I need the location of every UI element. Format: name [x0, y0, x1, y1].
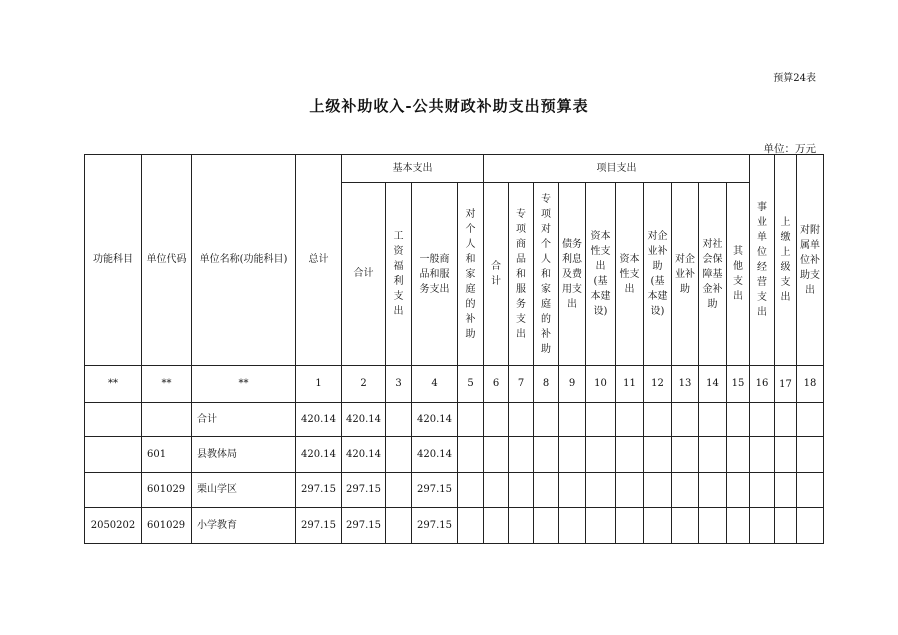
basic-goods-cell: 297.15	[412, 473, 458, 508]
total-cell: 420.14	[296, 403, 342, 437]
func-cell	[85, 473, 142, 508]
index-cell: 7	[509, 366, 534, 403]
index-cell: 15	[727, 366, 750, 403]
index-cell: 13	[672, 366, 699, 403]
header-name: 单位名称(功能科目)	[192, 155, 296, 366]
header-basic-goods: 一般商品和服务支出	[412, 183, 458, 366]
total-cell: 297.15	[296, 473, 342, 508]
index-cell: 11	[616, 366, 644, 403]
header-project-group: 项目支出	[484, 155, 750, 183]
table-row	[85, 508, 824, 544]
basic-sum-cell: 420.14	[342, 437, 386, 473]
name-cell: 合计	[192, 403, 296, 437]
index-cell: 5	[458, 366, 484, 403]
index-cell: **	[192, 366, 296, 403]
func-cell: 2050202	[85, 508, 142, 544]
basic-sum-cell: 420.14	[342, 403, 386, 437]
index-cell: 12	[644, 366, 672, 403]
header-basic-personal: 对个人和家庭的补助	[458, 183, 484, 366]
index-cell: 17	[775, 366, 797, 403]
index-cell: 16	[750, 366, 775, 403]
index-row	[85, 366, 824, 403]
header-proj-social: 对社会保障基金补助	[699, 183, 727, 366]
header-proj-personal: 专项对个人和家庭的补助	[534, 183, 559, 366]
header-proj-sum: 合计	[484, 183, 509, 366]
header-upper: 上缴上级支出	[775, 155, 797, 366]
header-proj-enterprise: 对企业补助	[672, 183, 699, 366]
page-title: 上级补助收入-公共财政补助支出预算表	[309, 97, 589, 115]
code-cell: 601029	[142, 508, 192, 544]
func-cell	[85, 403, 142, 437]
index-cell: 4	[412, 366, 458, 403]
index-cell: 2	[342, 366, 386, 403]
header-basic-wage: 工资福利支出	[386, 183, 412, 366]
index-cell: 8	[534, 366, 559, 403]
index-cell: **	[142, 366, 192, 403]
header-proj-goods: 专项商品和服务支出	[509, 183, 534, 366]
basic-sum-cell: 297.15	[342, 473, 386, 508]
func-cell	[85, 437, 142, 473]
name-cell: 县教体局	[192, 437, 296, 473]
total-cell: 420.14	[296, 437, 342, 473]
total-cell: 297.15	[296, 508, 342, 544]
basic-goods-cell: 420.14	[412, 437, 458, 473]
unit-label: 单位：万元	[763, 143, 816, 155]
name-cell: 栗山学区	[192, 473, 296, 508]
table-row	[85, 473, 824, 508]
table-number: 预算24表	[773, 73, 816, 84]
table-row	[85, 403, 824, 437]
header-basic-group: 基本支出	[342, 155, 484, 183]
index-cell: 6	[484, 366, 509, 403]
header-affil: 对附属单位补助支出	[797, 155, 824, 366]
code-cell	[142, 403, 192, 437]
index-cell: 14	[699, 366, 727, 403]
basic-sum-cell: 297.15	[342, 508, 386, 544]
index-cell: **	[85, 366, 142, 403]
code-cell: 601029	[142, 473, 192, 508]
header-basic-sum: 合计	[342, 183, 386, 366]
header-code: 单位代码	[142, 155, 192, 366]
header-proj-enterprise-build: 对企业补助(基本建设)	[644, 183, 672, 366]
header-proj-debt: 债务利息及费用支出	[559, 183, 586, 366]
header-proj-capital: 资本性支出	[616, 183, 644, 366]
index-cell: 1	[296, 366, 342, 403]
index-cell: 3	[386, 366, 412, 403]
header-func: 功能科目	[85, 155, 142, 366]
name-cell: 小学教育	[192, 508, 296, 544]
budget-table	[84, 154, 824, 544]
header-biz: 事业单位经营支出	[750, 155, 775, 366]
code-cell: 601	[142, 437, 192, 473]
header-total: 总计	[296, 155, 342, 366]
header-proj-other: 其他支出	[727, 183, 750, 366]
index-cell: 9	[559, 366, 586, 403]
basic-goods-cell: 297.15	[412, 508, 458, 544]
index-cell: 18	[797, 366, 824, 403]
index-cell: 10	[586, 366, 616, 403]
table-row	[85, 437, 824, 473]
basic-goods-cell: 420.14	[412, 403, 458, 437]
header-proj-capital-build: 资本性支出(基本建设)	[586, 183, 616, 366]
